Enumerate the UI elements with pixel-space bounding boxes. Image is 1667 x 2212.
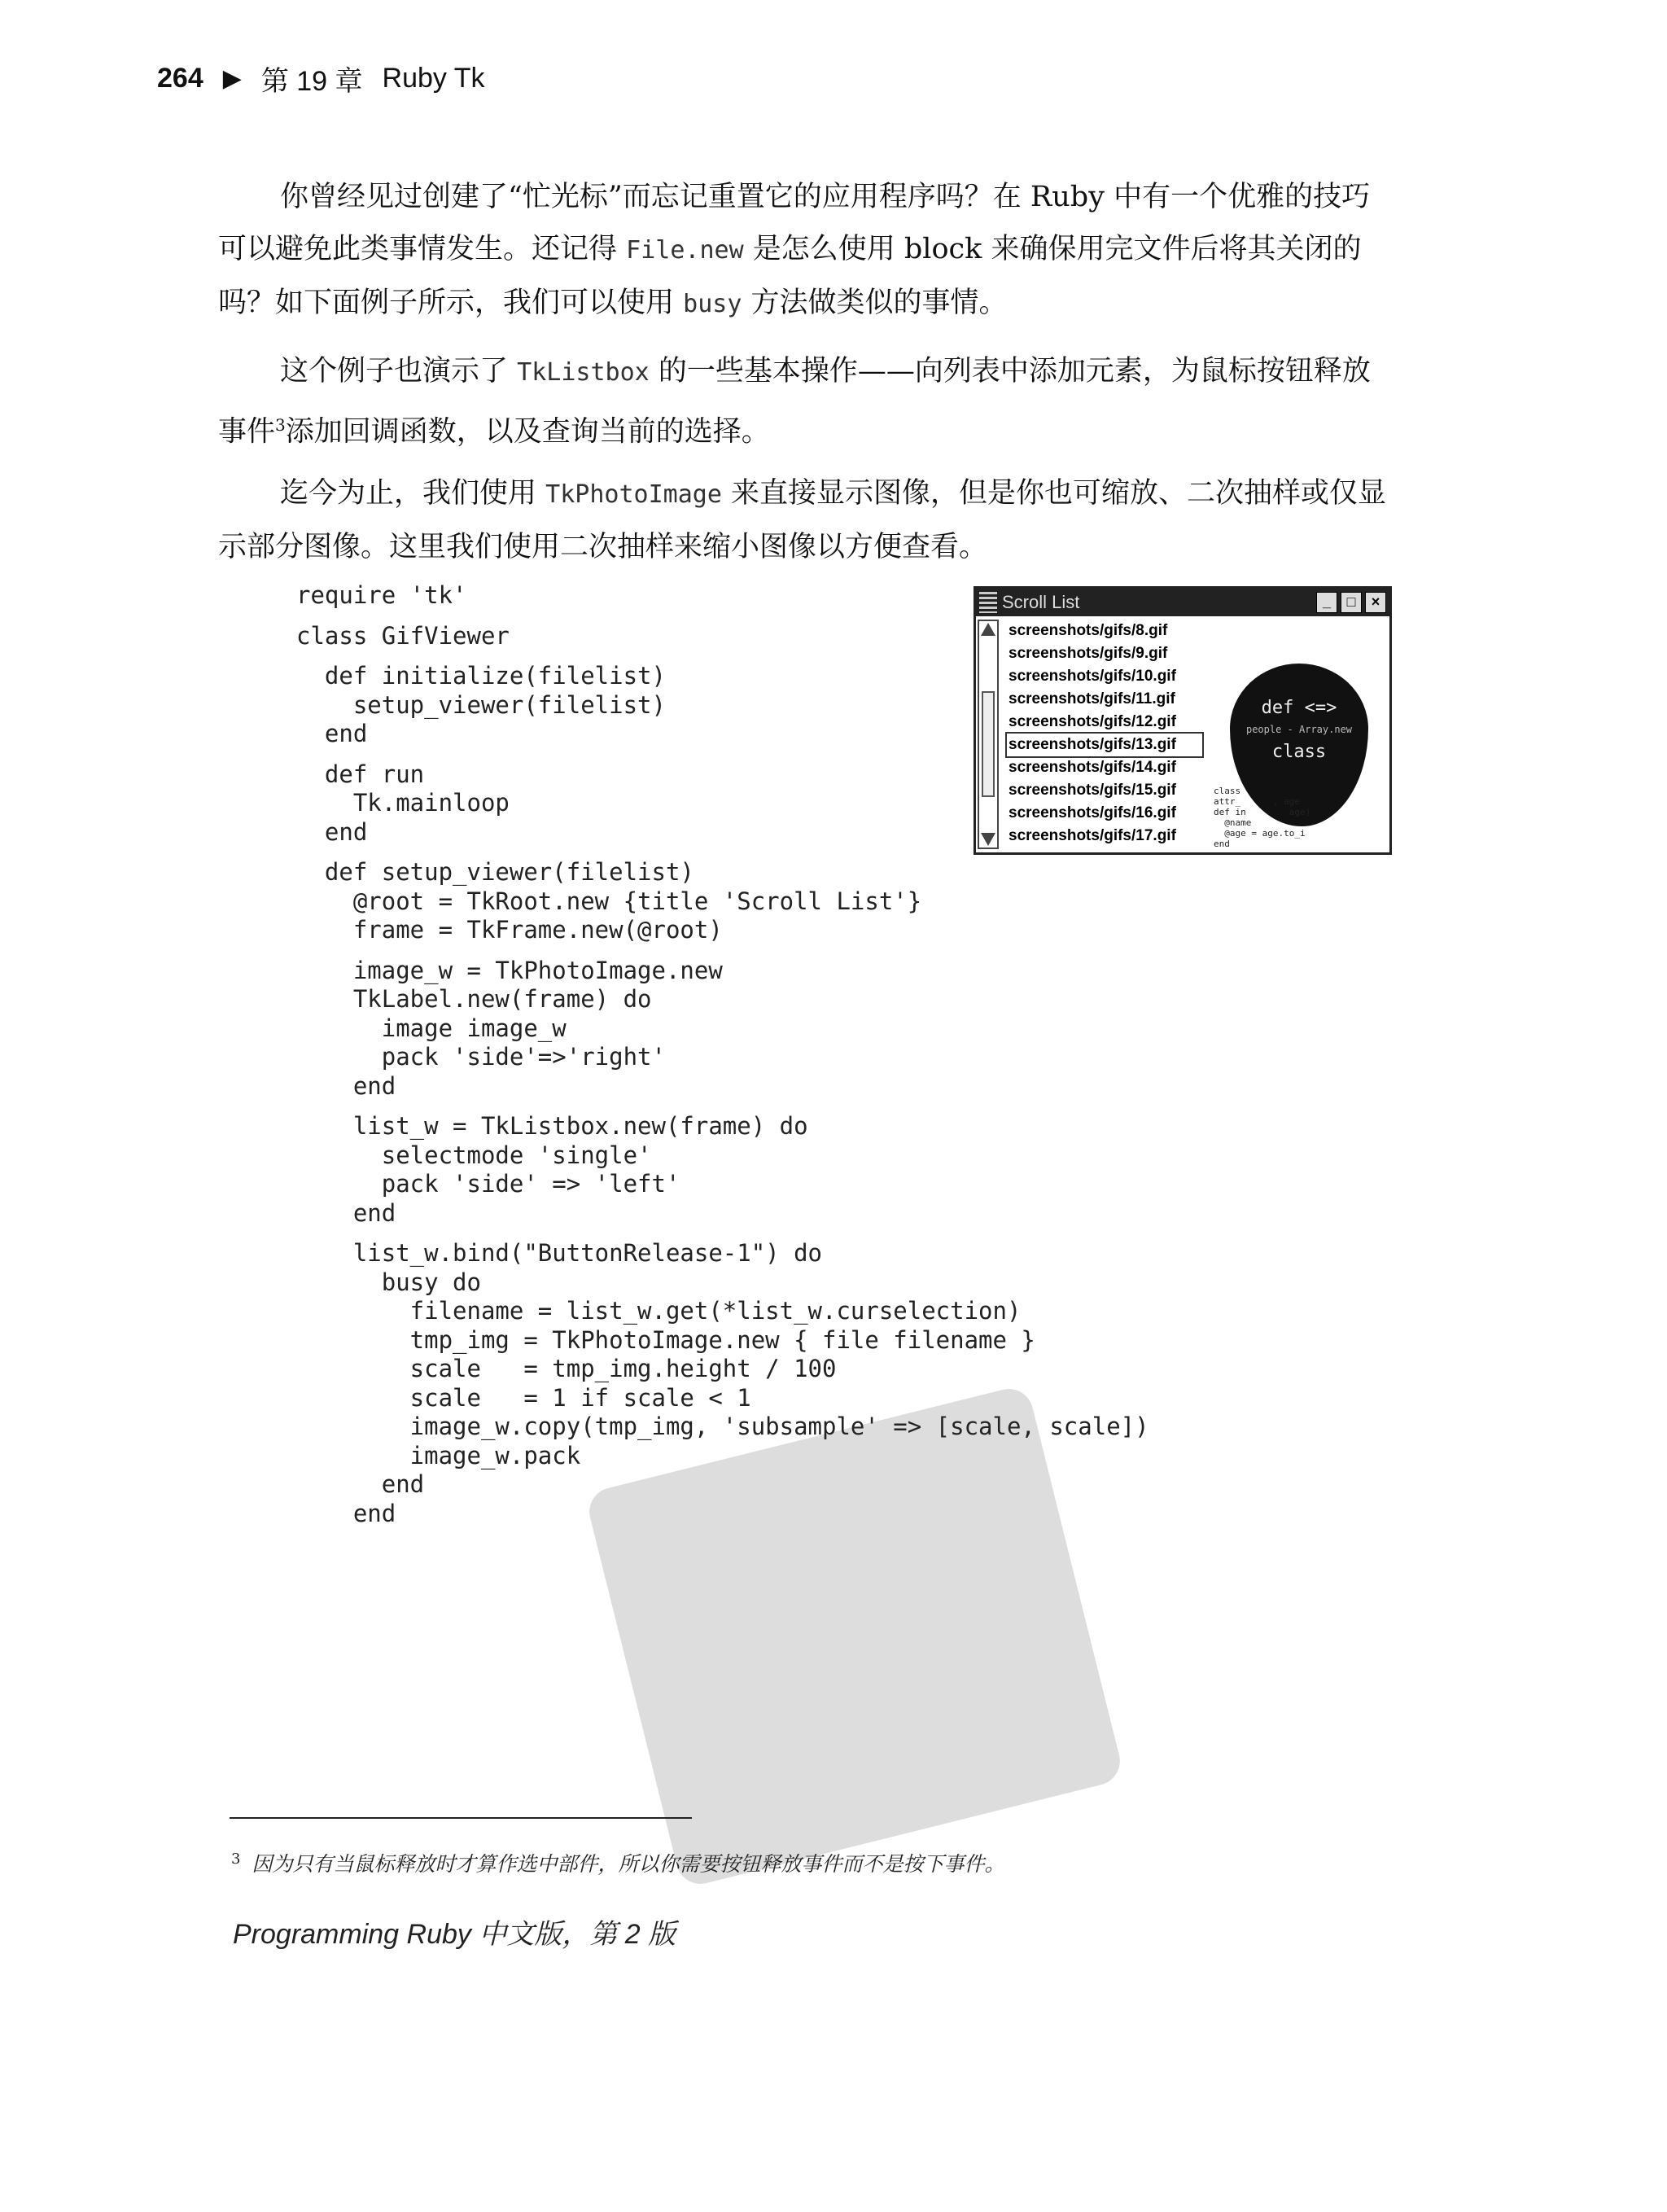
code-line: require 'tk'	[296, 581, 467, 609]
preview-line-3: class	[1271, 742, 1327, 762]
code-line: selectmode 'single'	[296, 1141, 652, 1169]
window-title: Scroll List	[1002, 592, 1080, 612]
paragraph-text: 迄今为止，我们使用	[280, 477, 546, 510]
paragraph-text: 这个例子也演示了	[280, 355, 518, 388]
window-menu-icon[interactable]	[979, 592, 997, 613]
listbox-item[interactable]: screenshots/gifs/11.gif	[1009, 690, 1175, 707]
chapter-label: 第 19 章	[260, 66, 363, 97]
paragraph-photoimage	[218, 467, 1398, 573]
preview-line-1: def <=>	[1261, 698, 1337, 718]
inline-code: File.new	[626, 236, 744, 265]
code-line: def setup_viewer(filelist)	[296, 858, 694, 886]
code-line: tmp_img = TkPhotoImage.new { file filename }	[296, 1325, 1035, 1354]
code-line: end	[296, 1071, 396, 1100]
listbox-item[interactable]: screenshots/gifs/16.gif	[1009, 804, 1176, 821]
listbox-item[interactable]: screenshots/gifs/15.gif	[1009, 782, 1176, 799]
code-line: scale = 1 if scale < 1	[296, 1383, 751, 1412]
close-button[interactable]: ×	[1365, 592, 1386, 613]
inline-code: TkPhotoImage	[545, 480, 722, 509]
arrow-icon: ▶	[222, 65, 242, 92]
code-line: @root = TkRoot.new {title 'Scroll List'}	[296, 887, 922, 915]
preview-code-fragment: class attr_ , age def in age) @name @age = age.to_i end	[1214, 786, 1311, 849]
chapter-title: Ruby Tk	[382, 63, 485, 94]
scroll-thumb[interactable]	[982, 691, 995, 797]
code-line: setup_viewer(filelist)	[296, 690, 666, 719]
code-line: end	[296, 817, 368, 846]
preview-line-2: people - Array.new	[1245, 724, 1353, 735]
paragraph-text: 添加回调函数，以及查询当前的选择。	[285, 415, 770, 449]
code-line: Tk.mainloop	[296, 789, 510, 817]
code-line: image_w.pack	[296, 1441, 581, 1470]
scroll-down-arrow-icon[interactable]	[981, 833, 995, 846]
code-line: TkLabel.new(frame) do	[296, 985, 652, 1013]
minimize-button[interactable]: _	[1316, 592, 1337, 613]
code-line: pack 'side' => 'left'	[296, 1170, 680, 1198]
window-body	[976, 616, 1389, 852]
code-line: image image_w	[296, 1014, 567, 1042]
code-gap	[296, 1101, 1273, 1112]
code-line: end	[296, 1499, 396, 1527]
footnote-divider	[230, 1817, 692, 1819]
code-line: end	[296, 1198, 396, 1227]
code-line: busy do	[296, 1268, 481, 1296]
running-header	[157, 59, 485, 99]
paragraph-busy-cursor	[218, 171, 1398, 331]
paragraph-text: 方法做类似的事情。	[742, 287, 1008, 319]
maximize-button[interactable]: □	[1341, 592, 1362, 613]
scroll-list-window	[974, 586, 1392, 855]
seal-watermark	[562, 1400, 1115, 1897]
code-line: class GifViewer	[296, 621, 510, 650]
paragraph-text: 你曾经见过创建了“忙光标”而忘记重置它的应用程序吗？在 Ruby 中有一个优雅的技巧可以避免此类事情发生。还记得	[218, 181, 1371, 265]
listbox-item[interactable]: screenshots/gifs/8.gif	[1009, 622, 1168, 639]
listbox-item[interactable]: screenshots/gifs/13.gif	[1007, 734, 1202, 756]
code-line: image_w = TkPhotoImage.new	[296, 956, 723, 984]
code-line: list_w.bind("ButtonRelease-1") do	[296, 1239, 823, 1267]
image-preview	[1214, 654, 1385, 849]
listbox-scrollbar[interactable]	[978, 620, 999, 849]
window-titlebar	[976, 589, 1389, 616]
code-line: end	[296, 720, 368, 747]
code-line: image_w.copy(tmp_img, 'subsample' => [scale, scale])	[296, 1413, 1149, 1440]
page-number: 264	[157, 63, 203, 94]
paragraph-listbox	[218, 345, 1398, 458]
paragraph-text: 来直接显示图像，但是你也可缩放、二次抽样或仅显示部分图像。这里我们使用二次抽样来缩小图像以方便查看。	[218, 477, 1387, 563]
seal-shape	[584, 1384, 1125, 1890]
file-listbox[interactable]	[1007, 620, 1202, 848]
listbox-item[interactable]: screenshots/gifs/10.gif	[1009, 668, 1176, 685]
code-line: end	[296, 1470, 425, 1498]
page-footer: Programming Ruby 中文版，第 2 版	[233, 1919, 676, 1950]
code-line: filename = list_w.get(*list_w.curselection)	[296, 1297, 1022, 1325]
code-line: frame = TkFrame.new(@root)	[296, 916, 723, 944]
code-line: scale = tmp_img.height / 100	[296, 1355, 837, 1382]
listbox-item[interactable]: screenshots/gifs/12.gif	[1009, 713, 1176, 730]
scroll-up-arrow-icon[interactable]	[981, 623, 995, 636]
listbox-item[interactable]: screenshots/gifs/14.gif	[1009, 759, 1176, 776]
listbox-item[interactable]: screenshots/gifs/17.gif	[1009, 827, 1176, 844]
paragraph-text: 是怎么使用 block 来确保用完文件后将其关闭的吗？如下面例子所示，我们可以使用	[218, 233, 1362, 319]
inline-code: busy	[683, 290, 742, 318]
footnote-mark: 3	[231, 1850, 241, 1868]
footnote-text: 因为只有当鼠标释放时才算作选中部件，所以你需要按钮释放事件而不是按下事件。	[252, 1852, 1005, 1876]
footnote	[231, 1848, 1004, 1877]
code-line: def run	[296, 760, 425, 788]
code-line: list_w = TkListbox.new(frame) do	[296, 1112, 808, 1140]
code-gap	[296, 1228, 1273, 1239]
inline-code: TkListbox	[517, 358, 650, 387]
code-gap	[296, 945, 1273, 957]
listbox-item[interactable]: screenshots/gifs/9.gif	[1009, 645, 1168, 662]
paragraph-text: 的一些基本操作——向列表中添加元素，为鼠标按钮释放事件	[218, 355, 1371, 449]
code-line: pack 'side'=>'right'	[296, 1043, 666, 1071]
footnote-ref: 3	[275, 415, 286, 435]
code-line: def initialize(filelist)	[296, 662, 666, 690]
